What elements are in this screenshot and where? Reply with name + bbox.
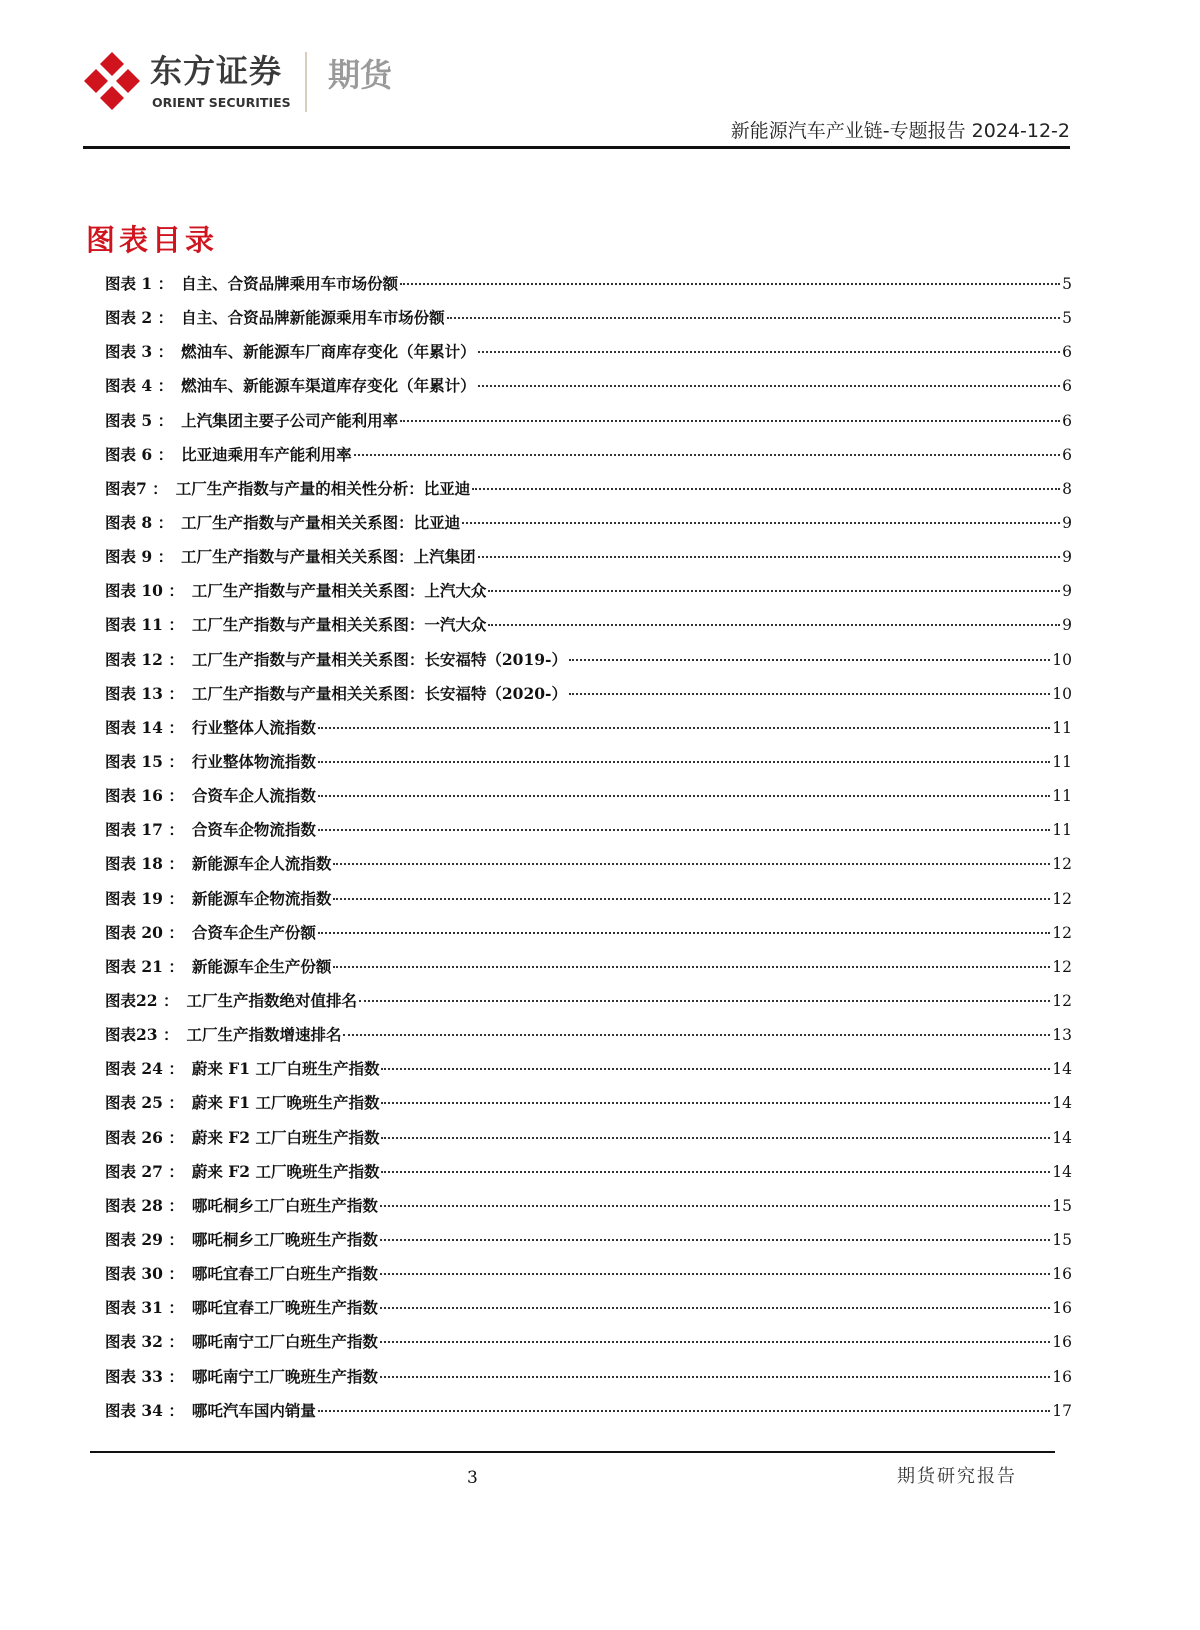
toc-entry[interactable]: [105, 1127, 1072, 1161]
toc-entry-page: 14: [1052, 1128, 1072, 1147]
toc-entry-title: 合资车企人流指数: [191, 786, 316, 806]
toc-entry-title: 工厂生产指数与产量相关关系图：一汽大众: [191, 615, 487, 635]
toc-entry[interactable]: [105, 751, 1072, 785]
toc-entry-page: 12: [1052, 855, 1072, 874]
toc-entry-label: 图表 17 ：: [105, 820, 184, 840]
toc-entry-page: 12: [1052, 923, 1072, 942]
toc-entry-page: 6: [1062, 343, 1072, 362]
toc-entry-label: 图表 9 ：: [105, 547, 174, 567]
toc-entry-title: 蔚来 F1 工厂白班生产指数: [191, 1059, 380, 1079]
toc-entry-title: 自主、合资品牌乘用车市场份额: [181, 274, 399, 293]
toc-entry[interactable]: [105, 1331, 1072, 1365]
toc-entry-label: 图表 1 ：: [105, 274, 174, 293]
toc-entry-title: 工厂生产指数与产量相关关系图：上汽大众: [191, 581, 487, 601]
toc-entry-title: 蔚来 F2 工厂白班生产指数: [191, 1127, 380, 1147]
toc-entry-title: 新能源车企人流指数: [191, 854, 332, 874]
toc-dot-leader: [472, 488, 1060, 490]
toc-entry-page: 15: [1052, 1230, 1072, 1249]
toc-dot-leader: [380, 1273, 1050, 1275]
toc-entry-page: 12: [1052, 991, 1072, 1010]
toc-entry-page: 9: [1062, 548, 1072, 567]
toc-entry-title: 工厂生产指数与产量相关关系图：长安福特（2019-）: [191, 649, 567, 669]
toc-entry[interactable]: [105, 956, 1072, 990]
toc-dot-leader: [380, 1307, 1050, 1309]
toc-dot-leader: [488, 624, 1060, 626]
toc-entry[interactable]: [105, 410, 1072, 444]
toc-entry-page: 14: [1052, 1094, 1072, 1113]
toc-entry-page: 16: [1052, 1265, 1072, 1284]
toc-entry-title: 新能源车企物流指数: [191, 888, 332, 908]
toc-entry-page: 16: [1052, 1333, 1072, 1352]
toc-entry-label: 图表 11 ：: [105, 615, 184, 635]
toc-entry-title: 哪吒南宁工厂白班生产指数: [191, 1332, 378, 1352]
toc-entry-page: 6: [1062, 377, 1072, 396]
toc-entry[interactable]: [105, 1058, 1072, 1092]
toc-entry-page: 11: [1052, 718, 1072, 737]
toc-entry-title: 燃油车、新能源车渠道库存变化（年累计）: [181, 376, 476, 396]
toc-entry-label: 图表 13 ：: [105, 683, 184, 703]
toc-entry-label: 图表 18 ：: [105, 854, 184, 874]
page-number: 3: [467, 1468, 478, 1488]
orient-securities-logo-icon: [84, 52, 140, 110]
toc-entry[interactable]: [105, 683, 1072, 717]
toc-entry-label: 图表 24 ：: [105, 1059, 184, 1079]
toc-entry-page: 10: [1052, 684, 1072, 703]
toc-entry-title: 行业整体物流指数: [191, 751, 316, 771]
toc-entry[interactable]: [105, 1366, 1072, 1400]
header-separator: [305, 52, 307, 112]
toc-dot-leader: [400, 420, 1060, 422]
toc-entry-page: 9: [1062, 513, 1072, 532]
toc-dot-leader: [359, 1000, 1050, 1002]
toc-dot-leader: [380, 1341, 1050, 1343]
toc-dot-leader: [318, 932, 1050, 934]
toc-entry[interactable]: [105, 307, 1072, 341]
toc-entry[interactable]: [105, 273, 1072, 307]
toc-entry-label: 图表 30 ：: [105, 1264, 184, 1284]
toc-entry-page: 14: [1052, 1060, 1072, 1079]
toc-entry[interactable]: [105, 1195, 1072, 1229]
toc-entry-page: 11: [1052, 821, 1072, 840]
toc-entry-page: 16: [1052, 1299, 1072, 1318]
toc-entry-title: 燃油车、新能源车厂商库存变化（年累计）: [181, 342, 476, 362]
toc-entry-page: 17: [1052, 1401, 1072, 1420]
toc-entry[interactable]: [105, 990, 1072, 1024]
toc-entry-title: 哪吒桐乡工厂白班生产指数: [191, 1195, 378, 1215]
toc-entry-title: 哪吒南宁工厂晚班生产指数: [191, 1366, 378, 1386]
toc-dot-leader: [333, 863, 1050, 865]
toc-entry[interactable]: [105, 1024, 1072, 1058]
toc-entry-title: 工厂生产指数与产量相关关系图：长安福特（2020-）: [191, 683, 567, 703]
toc-entry-label: 图表 28 ：: [105, 1195, 184, 1215]
toc-entry-title: 哪吒桐乡工厂晚班生产指数: [191, 1229, 378, 1249]
toc-entry[interactable]: [105, 512, 1072, 546]
toc-entry-title: 比亚迪乘用车产能利用率: [181, 444, 352, 464]
toc-entry[interactable]: [105, 649, 1072, 683]
toc-entry-title: 行业整体人流指数: [191, 717, 316, 737]
footer-rule: [90, 1451, 1055, 1453]
toc-entry-page: 14: [1052, 1162, 1072, 1181]
toc-entry-label: 图表 34 ：: [105, 1400, 184, 1420]
toc-dot-leader: [381, 1137, 1050, 1139]
toc-entry-label: 图表 19 ：: [105, 888, 184, 908]
toc-entry-title: 哪吒宜春工厂白班生产指数: [191, 1264, 378, 1284]
toc-entry-title: 工厂生产指数与产量相关关系图：比亚迪: [181, 512, 461, 532]
toc-dot-leader: [381, 1171, 1050, 1173]
toc-entry[interactable]: [105, 444, 1072, 478]
toc-dot-leader: [318, 1410, 1050, 1412]
toc-dot-leader: [380, 1376, 1050, 1378]
toc-entry-title: 蔚来 F1 工厂晚班生产指数: [191, 1093, 380, 1113]
toc-entry-page: 12: [1052, 957, 1072, 976]
toc-entry-page: 5: [1062, 275, 1072, 293]
toc-entry-title: 自主、合资品牌新能源乘用车市场份额: [181, 308, 445, 328]
toc-dot-leader: [318, 727, 1050, 729]
toc-entry-label: 图表 15 ：: [105, 751, 184, 771]
footer-label: 期货研究报告: [897, 1466, 1017, 1487]
toc-dot-leader: [381, 1102, 1050, 1104]
toc-entry-label: 图表 2 ：: [105, 308, 174, 328]
toc-entry-page: 6: [1062, 445, 1072, 464]
toc-entry-label: 图表 8 ：: [105, 512, 174, 532]
toc-entry[interactable]: [105, 1092, 1072, 1126]
toc-entry-label: 图表 32 ：: [105, 1332, 184, 1352]
toc-entry-title: 合资车企生产份额: [191, 922, 316, 942]
toc-entry-title: 蔚来 F2 工厂晚班生产指数: [191, 1161, 380, 1181]
toc-entry[interactable]: [105, 717, 1072, 751]
toc-entry-label: 图表22 ：: [105, 990, 179, 1010]
toc-entry-label: 图表 29 ：: [105, 1229, 184, 1249]
toc-entry-label: 图表 14 ：: [105, 717, 184, 737]
toc-entry-title: 新能源车企生产份额: [191, 956, 332, 976]
toc-entry-label: 图表23 ：: [105, 1025, 179, 1045]
toc-entry[interactable]: [105, 785, 1072, 819]
toc-dot-leader: [318, 795, 1050, 797]
toc-entry-title: 上汽集团主要子公司产能利用率: [181, 410, 399, 430]
toc-list: [105, 273, 1072, 1434]
toc-entry-page: 5: [1062, 309, 1072, 328]
toc-entry[interactable]: [105, 819, 1072, 853]
toc-title: 图表目录: [86, 223, 219, 257]
brand-name-cn: 东方证券: [150, 52, 283, 90]
toc-entry[interactable]: [105, 1263, 1072, 1297]
toc-entry-page: 8: [1062, 479, 1072, 498]
toc-entry[interactable]: [105, 614, 1072, 648]
toc-entry-title: 哪吒汽车国内销量: [191, 1400, 316, 1420]
toc-entry-title: 工厂生产指数增速排名: [186, 1025, 342, 1045]
toc-entry-label: 图表 25 ：: [105, 1093, 184, 1113]
toc-entry[interactable]: [105, 1161, 1072, 1195]
toc-entry-page: 11: [1052, 787, 1072, 806]
toc-entry[interactable]: [105, 375, 1072, 409]
toc-entry-page: 13: [1052, 1026, 1072, 1045]
toc-entry-label: 图表7 ：: [105, 478, 168, 498]
toc-entry-label: 图表 31 ：: [105, 1298, 184, 1318]
toc-dot-leader: [380, 1239, 1050, 1241]
header-rule: [83, 146, 1070, 149]
brand-name-en: ORIENT SECURITIES: [152, 95, 291, 110]
toc-entry[interactable]: [105, 341, 1072, 375]
toc-entry-label: 图表 12 ：: [105, 649, 184, 669]
toc-entry-label: 图表 10 ：: [105, 581, 184, 601]
toc-entry-title: 合资车企物流指数: [191, 820, 316, 840]
toc-dot-leader: [343, 1034, 1050, 1036]
toc-entry-title: 工厂生产指数绝对值排名: [186, 990, 357, 1010]
toc-dot-leader: [400, 283, 1060, 285]
toc-entry-label: 图表 33 ：: [105, 1366, 184, 1386]
toc-entry-label: 图表 5 ：: [105, 410, 174, 430]
toc-entry[interactable]: [105, 1400, 1072, 1434]
toc-entry[interactable]: [105, 546, 1072, 580]
toc-dot-leader: [488, 590, 1060, 592]
toc-entry-title: 哪吒宜春工厂晚班生产指数: [191, 1298, 378, 1318]
toc-dot-leader: [333, 966, 1050, 968]
report-title: 新能源汽车产业链-专题报告 2024-12-2: [730, 120, 1070, 142]
toc-entry-label: 图表 27 ：: [105, 1161, 184, 1181]
toc-dot-leader: [447, 317, 1061, 319]
toc-entry[interactable]: [105, 922, 1072, 956]
toc-dot-leader: [462, 522, 1060, 524]
toc-entry-page: 9: [1062, 582, 1072, 601]
toc-entry-label: 图表 16 ：: [105, 786, 184, 806]
toc-entry-page: 10: [1052, 650, 1072, 669]
toc-entry-label: 图表 4 ：: [105, 376, 174, 396]
toc-entry-label: 图表 26 ：: [105, 1127, 184, 1147]
toc-entry-label: 图表 20 ：: [105, 922, 184, 942]
toc-entry[interactable]: [105, 478, 1072, 512]
toc-entry[interactable]: [105, 853, 1072, 887]
toc-entry-label: 图表 3 ：: [105, 342, 174, 362]
toc-dot-leader: [478, 385, 1061, 387]
toc-entry[interactable]: [105, 1297, 1072, 1331]
toc-dot-leader: [354, 454, 1061, 456]
toc-dot-leader: [478, 351, 1061, 353]
toc-dot-leader: [569, 659, 1050, 661]
toc-entry[interactable]: [105, 1229, 1072, 1263]
brand-subtitle: 期货: [328, 56, 393, 94]
toc-dot-leader: [318, 761, 1050, 763]
toc-entry-page: 12: [1052, 889, 1072, 908]
toc-dot-leader: [381, 1068, 1050, 1070]
toc-entry[interactable]: [105, 580, 1072, 614]
toc-entry-label: 图表 21 ：: [105, 956, 184, 976]
toc-entry-label: 图表 6 ：: [105, 444, 174, 464]
toc-dot-leader: [318, 829, 1050, 831]
toc-entry-page: 6: [1062, 411, 1072, 430]
toc-entry-page: 9: [1062, 616, 1072, 635]
toc-entry-page: 15: [1052, 1196, 1072, 1215]
toc-dot-leader: [380, 1205, 1050, 1207]
toc-entry-title: 工厂生产指数与产量的相关性分析：比亚迪: [175, 478, 471, 498]
toc-dot-leader: [478, 556, 1061, 558]
toc-dot-leader: [569, 693, 1050, 695]
toc-entry[interactable]: [105, 888, 1072, 922]
toc-entry-page: 11: [1052, 752, 1072, 771]
toc-entry-title: 工厂生产指数与产量相关关系图：上汽集团: [181, 547, 476, 567]
toc-dot-leader: [333, 898, 1050, 900]
toc-entry-page: 16: [1052, 1367, 1072, 1386]
